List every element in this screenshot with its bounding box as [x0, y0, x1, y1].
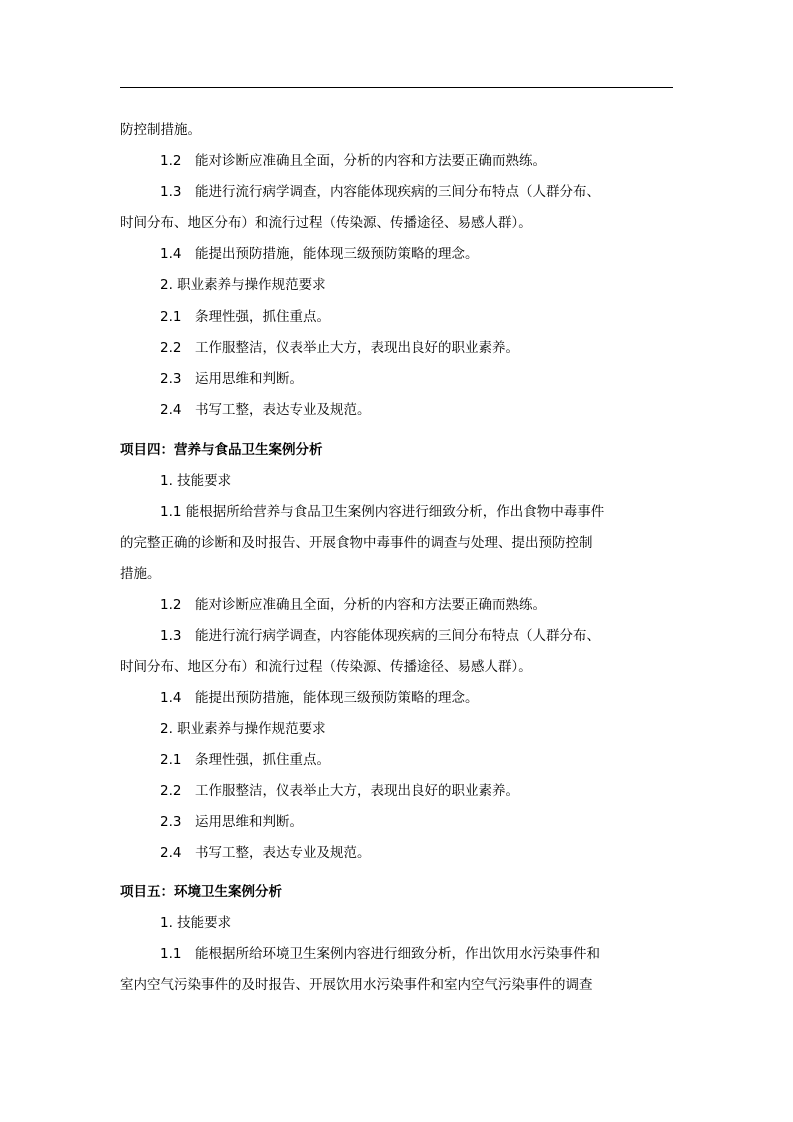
text-line: 室内空气污染事件的及时报告、开展饮用水污染事件和室内空气污染事件的调查: [120, 977, 593, 993]
text-line: 1. 技能要求: [160, 915, 232, 931]
text-line: 1.3 能进行流行病学调查，内容能体现疾病的三间分布特点（人群分布、: [160, 628, 600, 644]
text-line: 1.4 能提出预防措施，能体现三级预防策略的理念。: [160, 246, 479, 262]
text-line: 1.2 能对诊断应准确且全面，分析的内容和方法要正确而熟练。: [160, 597, 546, 613]
text-line: 2.1 条理性强，抓住重点。: [160, 752, 330, 768]
section-heading: 项目四：营养与食品卫生案例分析: [120, 442, 323, 458]
text-line: 2.3 运用思维和判断。: [160, 814, 303, 830]
text-line: 2.4 书写工整，表达专业及规范。: [160, 402, 371, 418]
text-line: 措施。: [120, 566, 161, 582]
text-line: 2.2 工作服整洁，仪表举止大方，表现出良好的职业素养。: [160, 783, 519, 799]
text-line: 2.1 条理性强，抓住重点。: [160, 309, 330, 325]
text-line: 1.1 能根据所给营养与食品卫生案例内容进行细致分析，作出食物中毒事件: [160, 504, 605, 520]
text-line: 2.2 工作服整洁，仪表举止大方，表现出良好的职业素养。: [160, 340, 519, 356]
header-rule: [120, 87, 673, 88]
text-line: 1.4 能提出预防措施，能体现三级预防策略的理念。: [160, 690, 479, 706]
text-line: 时间分布、地区分布）和流行过程（传染源、传播途径、易感人群）。: [120, 215, 532, 231]
text-line: 1.1 能根据所给环境卫生案例内容进行细致分析，作出饮用水污染事件和: [160, 946, 600, 962]
text-line: 的完整正确的诊断和及时报告、开展食物中毒事件的调查与处理、提出预防控制: [120, 535, 593, 551]
text-line: 1.2 能对诊断应准确且全面，分析的内容和方法要正确而熟练。: [160, 153, 546, 169]
text-line: 2. 职业素养与操作规范要求: [160, 277, 326, 293]
text-line: 1. 技能要求: [160, 473, 232, 489]
text-line: 2.3 运用思维和判断。: [160, 371, 303, 387]
section-heading: 项目五：环境卫生案例分析: [120, 884, 282, 900]
text-line: 2. 职业素养与操作规范要求: [160, 721, 326, 737]
text-line: 防控制措施。: [120, 122, 201, 138]
text-line: 时间分布、地区分布）和流行过程（传染源、传播途径、易感人群）。: [120, 659, 532, 675]
text-line: 1.3 能进行流行病学调查，内容能体现疾病的三间分布特点（人群分布、: [160, 184, 600, 200]
text-line: 2.4 书写工整，表达专业及规范。: [160, 845, 371, 861]
